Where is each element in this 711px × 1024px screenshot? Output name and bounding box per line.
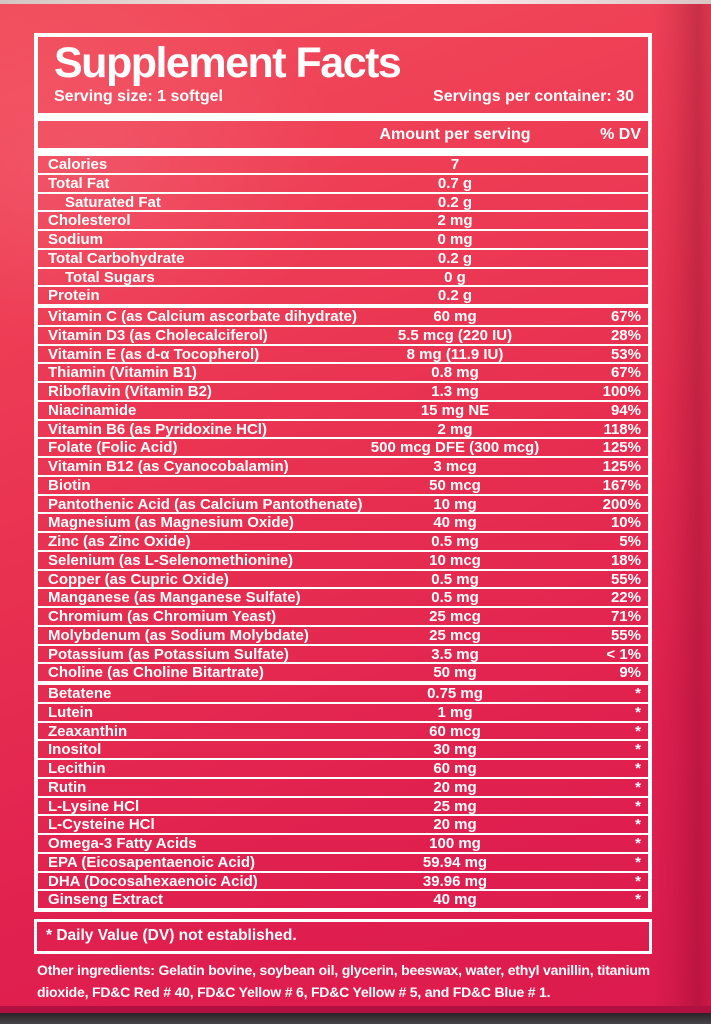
dv-value: 167% bbox=[602, 476, 641, 494]
dv-value: 67% bbox=[610, 364, 641, 382]
footnote-text: * Daily Value (DV) not established. bbox=[46, 927, 297, 944]
nutrient-name: DHA (Docosahexaenoic Acid) bbox=[48, 872, 258, 890]
amount-value: 3.5 mg bbox=[431, 645, 479, 663]
facts-row bbox=[38, 308, 648, 327]
dv-value: * bbox=[635, 891, 641, 909]
nutrient-name: Zinc (as Zinc Oxide) bbox=[48, 533, 191, 550]
facts-row bbox=[38, 741, 648, 760]
supplement-facts-panel bbox=[34, 33, 652, 954]
amount-value: 15 mg NE bbox=[420, 401, 490, 419]
dv-value: 18% bbox=[610, 551, 641, 569]
facts-row bbox=[38, 533, 648, 552]
nutrient-name: Total Sugars bbox=[65, 268, 155, 286]
facts-row bbox=[38, 779, 648, 798]
facts-row bbox=[38, 891, 648, 908]
amount-column-header: Amount per serving bbox=[379, 125, 531, 143]
dv-value: 94% bbox=[610, 401, 641, 419]
other-ingredients-label: Other ingredients: bbox=[37, 962, 155, 978]
amount-value: 5.5 mcg (220 IU) bbox=[397, 326, 513, 344]
facts-row bbox=[38, 421, 648, 440]
nutrient-name: Copper (as Cupric Oxide) bbox=[48, 570, 229, 588]
dv-value: 10% bbox=[610, 514, 641, 532]
nutrient-name: Lutein bbox=[48, 703, 93, 721]
amount-value: 3 mcg bbox=[433, 458, 477, 475]
facts-row bbox=[38, 760, 648, 779]
facts-row bbox=[38, 287, 648, 308]
serving-info-row bbox=[54, 88, 634, 106]
dv-value: * bbox=[635, 778, 641, 796]
amount-value: 40 mg bbox=[433, 514, 477, 532]
amount-value: 10 mg bbox=[433, 495, 477, 513]
nutrient-name: Manganese (as Manganese Sulfate) bbox=[48, 589, 301, 607]
amount-value: 0 g bbox=[444, 268, 466, 286]
facts-row bbox=[38, 685, 648, 704]
amount-value: 1 mg bbox=[437, 703, 473, 721]
facts-row bbox=[38, 646, 648, 665]
amount-value: 0.5 mg bbox=[431, 570, 479, 588]
nutrient-name: Vitamin B6 (as Pyridoxine HCl) bbox=[48, 420, 267, 438]
facts-column-header bbox=[34, 117, 652, 152]
dv-value: 71% bbox=[610, 608, 641, 625]
dv-value: * bbox=[635, 722, 641, 740]
nutrient-name: L-Lysine HCl bbox=[48, 797, 140, 815]
nutrient-name: Rutin bbox=[48, 778, 87, 796]
other-ingredients-paragraph bbox=[37, 959, 687, 1003]
nutrient-name: Total Carbohydrate bbox=[48, 249, 185, 267]
amount-value: 40 mg bbox=[433, 891, 477, 909]
nutrient-name: Protein bbox=[48, 287, 100, 305]
facts-row bbox=[38, 250, 648, 269]
facts-header-box bbox=[34, 33, 652, 117]
dv-value: 67% bbox=[610, 308, 641, 325]
amount-value: 7 bbox=[450, 156, 460, 173]
amount-value: 500 mcg DFE (300 mcg) bbox=[370, 439, 540, 457]
footnote-box bbox=[34, 919, 652, 954]
facts-row bbox=[38, 269, 648, 288]
facts-row bbox=[38, 175, 648, 194]
nutrient-name: EPA (Eicosapentaenoic Acid) bbox=[48, 853, 255, 871]
nutrient-name: Lecithin bbox=[48, 760, 106, 777]
facts-row bbox=[38, 873, 648, 892]
facts-row bbox=[38, 327, 648, 346]
facts-row bbox=[38, 402, 648, 421]
amount-value: 0.7 g bbox=[437, 174, 473, 192]
amount-value: 0.5 mg bbox=[431, 533, 479, 550]
amount-value: 50 mg bbox=[433, 664, 477, 682]
facts-row bbox=[38, 723, 648, 742]
amount-value: 0.2 g bbox=[437, 193, 473, 211]
nutrient-name: L-Cysteine HCl bbox=[48, 816, 155, 834]
nutrient-name: Zeaxanthin bbox=[48, 722, 128, 740]
facts-row bbox=[38, 346, 648, 365]
nutrient-name: Selenium (as L-Selenomethionine) bbox=[48, 551, 294, 569]
amount-value: 60 mg bbox=[433, 308, 477, 325]
facts-row bbox=[38, 816, 648, 835]
nutrient-name: Vitamin B12 (as Cyanocobalamin) bbox=[48, 458, 289, 475]
facts-row bbox=[38, 458, 648, 477]
page-title: Supplement Facts bbox=[54, 39, 401, 87]
dv-value: 28% bbox=[610, 326, 641, 344]
amount-value: 100 mg bbox=[429, 835, 481, 852]
dv-value: * bbox=[635, 685, 641, 702]
nutrient-name: Pantothenic Acid (as Calcium Pantothenate) bbox=[48, 495, 363, 513]
nutrient-name: Ginseng Extract bbox=[48, 891, 164, 909]
amount-value: 10 mcg bbox=[429, 551, 481, 569]
dv-value: 55% bbox=[610, 626, 641, 644]
facts-row bbox=[38, 835, 648, 854]
nutrient-name: Sodium bbox=[48, 231, 103, 248]
dv-value: 53% bbox=[610, 345, 641, 363]
dv-value: * bbox=[635, 835, 641, 852]
dv-value: * bbox=[635, 703, 641, 721]
nutrient-name: Vitamin C (as Calcium ascorbate dihydrate) bbox=[48, 308, 357, 325]
nutrient-name: Biotin bbox=[48, 476, 91, 494]
nutrient-name: Niacinamide bbox=[48, 401, 137, 419]
amount-value: 8 mg (11.9 IU) bbox=[406, 345, 504, 363]
nutrient-name: Choline (as Choline Bitartrate) bbox=[48, 664, 264, 682]
amount-value: 2 mg bbox=[437, 420, 473, 438]
dv-value: 125% bbox=[602, 439, 641, 457]
nutrient-name: Magnesium (as Magnesium Oxide) bbox=[48, 514, 294, 532]
dv-value: * bbox=[635, 872, 641, 890]
nutrient-name: Chromium (as Chromium Yeast) bbox=[48, 608, 277, 625]
amount-value: 2 mg bbox=[437, 212, 473, 230]
facts-row bbox=[38, 364, 648, 383]
amount-value: 0.5 mg bbox=[431, 589, 479, 607]
facts-row bbox=[38, 156, 648, 175]
amount-value: 20 mg bbox=[433, 778, 477, 796]
amount-value: 25 mcg bbox=[429, 608, 481, 625]
facts-row bbox=[38, 608, 648, 627]
nutrient-name: Thiamin (Vitamin B1) bbox=[48, 364, 197, 382]
amount-value: 0.75 mg bbox=[427, 685, 483, 702]
nutrient-name: Total Fat bbox=[48, 174, 110, 192]
amount-value: 0 mg bbox=[437, 231, 473, 248]
facts-row bbox=[38, 627, 648, 646]
nutrient-name: Molybdenum (as Sodium Molybdate) bbox=[48, 626, 309, 644]
dv-value: 118% bbox=[603, 420, 641, 438]
amount-value: 20 mg bbox=[433, 816, 477, 834]
package-bottom-edge-dark bbox=[0, 1013, 711, 1024]
facts-row bbox=[38, 194, 648, 213]
facts-row bbox=[38, 212, 648, 231]
nutrient-name: Omega-3 Fatty Acids bbox=[48, 835, 197, 852]
facts-row bbox=[38, 571, 648, 590]
facts-row bbox=[38, 552, 648, 571]
dv-value: < 1% bbox=[606, 645, 641, 663]
facts-row bbox=[38, 439, 648, 458]
nutrient-name: Folate (Folic Acid) bbox=[48, 439, 178, 457]
other-ingredients-text: Gelatin bovine, soybean oil, glycerin, beeswax, water, ethyl vanillin, titanium dioxide, FD&C Red # 40, FD&C Yellow # 6, FD&C Yellow # 5, and FD&C Blue # 1. bbox=[37, 962, 650, 1000]
dv-value: 5% bbox=[619, 533, 641, 550]
amount-value: 1.3 mg bbox=[431, 383, 479, 400]
dv-value: 22% bbox=[610, 589, 641, 607]
dv-value: 55% bbox=[610, 570, 641, 588]
facts-row bbox=[38, 383, 648, 402]
dv-value: 9% bbox=[619, 664, 641, 682]
dv-value: 125% bbox=[602, 458, 641, 475]
package-top-edge bbox=[0, 0, 711, 4]
amount-value: 0.8 mg bbox=[431, 364, 479, 382]
dv-value: * bbox=[635, 816, 641, 834]
nutrient-name: Vitamin D3 (as Cholecalciferol) bbox=[48, 326, 268, 344]
package-bottom-edge-crimson bbox=[0, 1006, 711, 1013]
dv-column-header: % DV bbox=[600, 125, 641, 143]
amount-value: 0.2 g bbox=[437, 249, 473, 267]
facts-row bbox=[38, 704, 648, 723]
nutrient-name: Potassium (as Potassium Sulfate) bbox=[48, 645, 289, 663]
amount-value: 0.2 g bbox=[437, 287, 473, 305]
amount-value: 60 mg bbox=[433, 760, 477, 777]
dv-value: * bbox=[635, 741, 641, 759]
dv-value: * bbox=[635, 797, 641, 815]
serving-size-text: Serving size: 1 softgel bbox=[54, 88, 223, 105]
nutrient-name: Inositol bbox=[48, 741, 102, 759]
facts-row bbox=[38, 231, 648, 250]
facts-row bbox=[38, 589, 648, 608]
amount-value: 25 mcg bbox=[429, 626, 481, 644]
amount-value: 59.94 mg bbox=[422, 853, 488, 871]
nutrient-name: Riboflavin (Vitamin B2) bbox=[48, 383, 212, 400]
bottle-curvature-shade bbox=[653, 4, 711, 1008]
facts-table bbox=[34, 152, 652, 912]
dv-value: 200% bbox=[602, 495, 641, 513]
amount-value: 50 mcg bbox=[429, 476, 481, 494]
nutrient-name: Saturated Fat bbox=[65, 193, 161, 211]
amount-value: 30 mg bbox=[433, 741, 477, 759]
amount-value: 25 mg bbox=[433, 797, 477, 815]
dv-value: * bbox=[635, 853, 641, 871]
facts-row bbox=[38, 664, 648, 685]
nutrient-name: Betatene bbox=[48, 685, 112, 702]
nutrient-name: Vitamin E (as d-α Tocopherol) bbox=[48, 345, 260, 363]
facts-row bbox=[38, 514, 648, 533]
dv-value: * bbox=[635, 760, 641, 777]
dv-value: 100% bbox=[602, 383, 641, 400]
nutrient-name: Cholesterol bbox=[48, 212, 131, 230]
facts-row bbox=[38, 798, 648, 817]
servings-per-container-text: Servings per container: 30 bbox=[433, 88, 634, 105]
amount-value: 39.96 mg bbox=[422, 872, 488, 890]
facts-row bbox=[38, 854, 648, 873]
nutrient-name: Calories bbox=[48, 156, 108, 173]
facts-row bbox=[38, 496, 648, 515]
facts-row bbox=[38, 477, 648, 496]
amount-value: 60 mcg bbox=[429, 722, 481, 740]
